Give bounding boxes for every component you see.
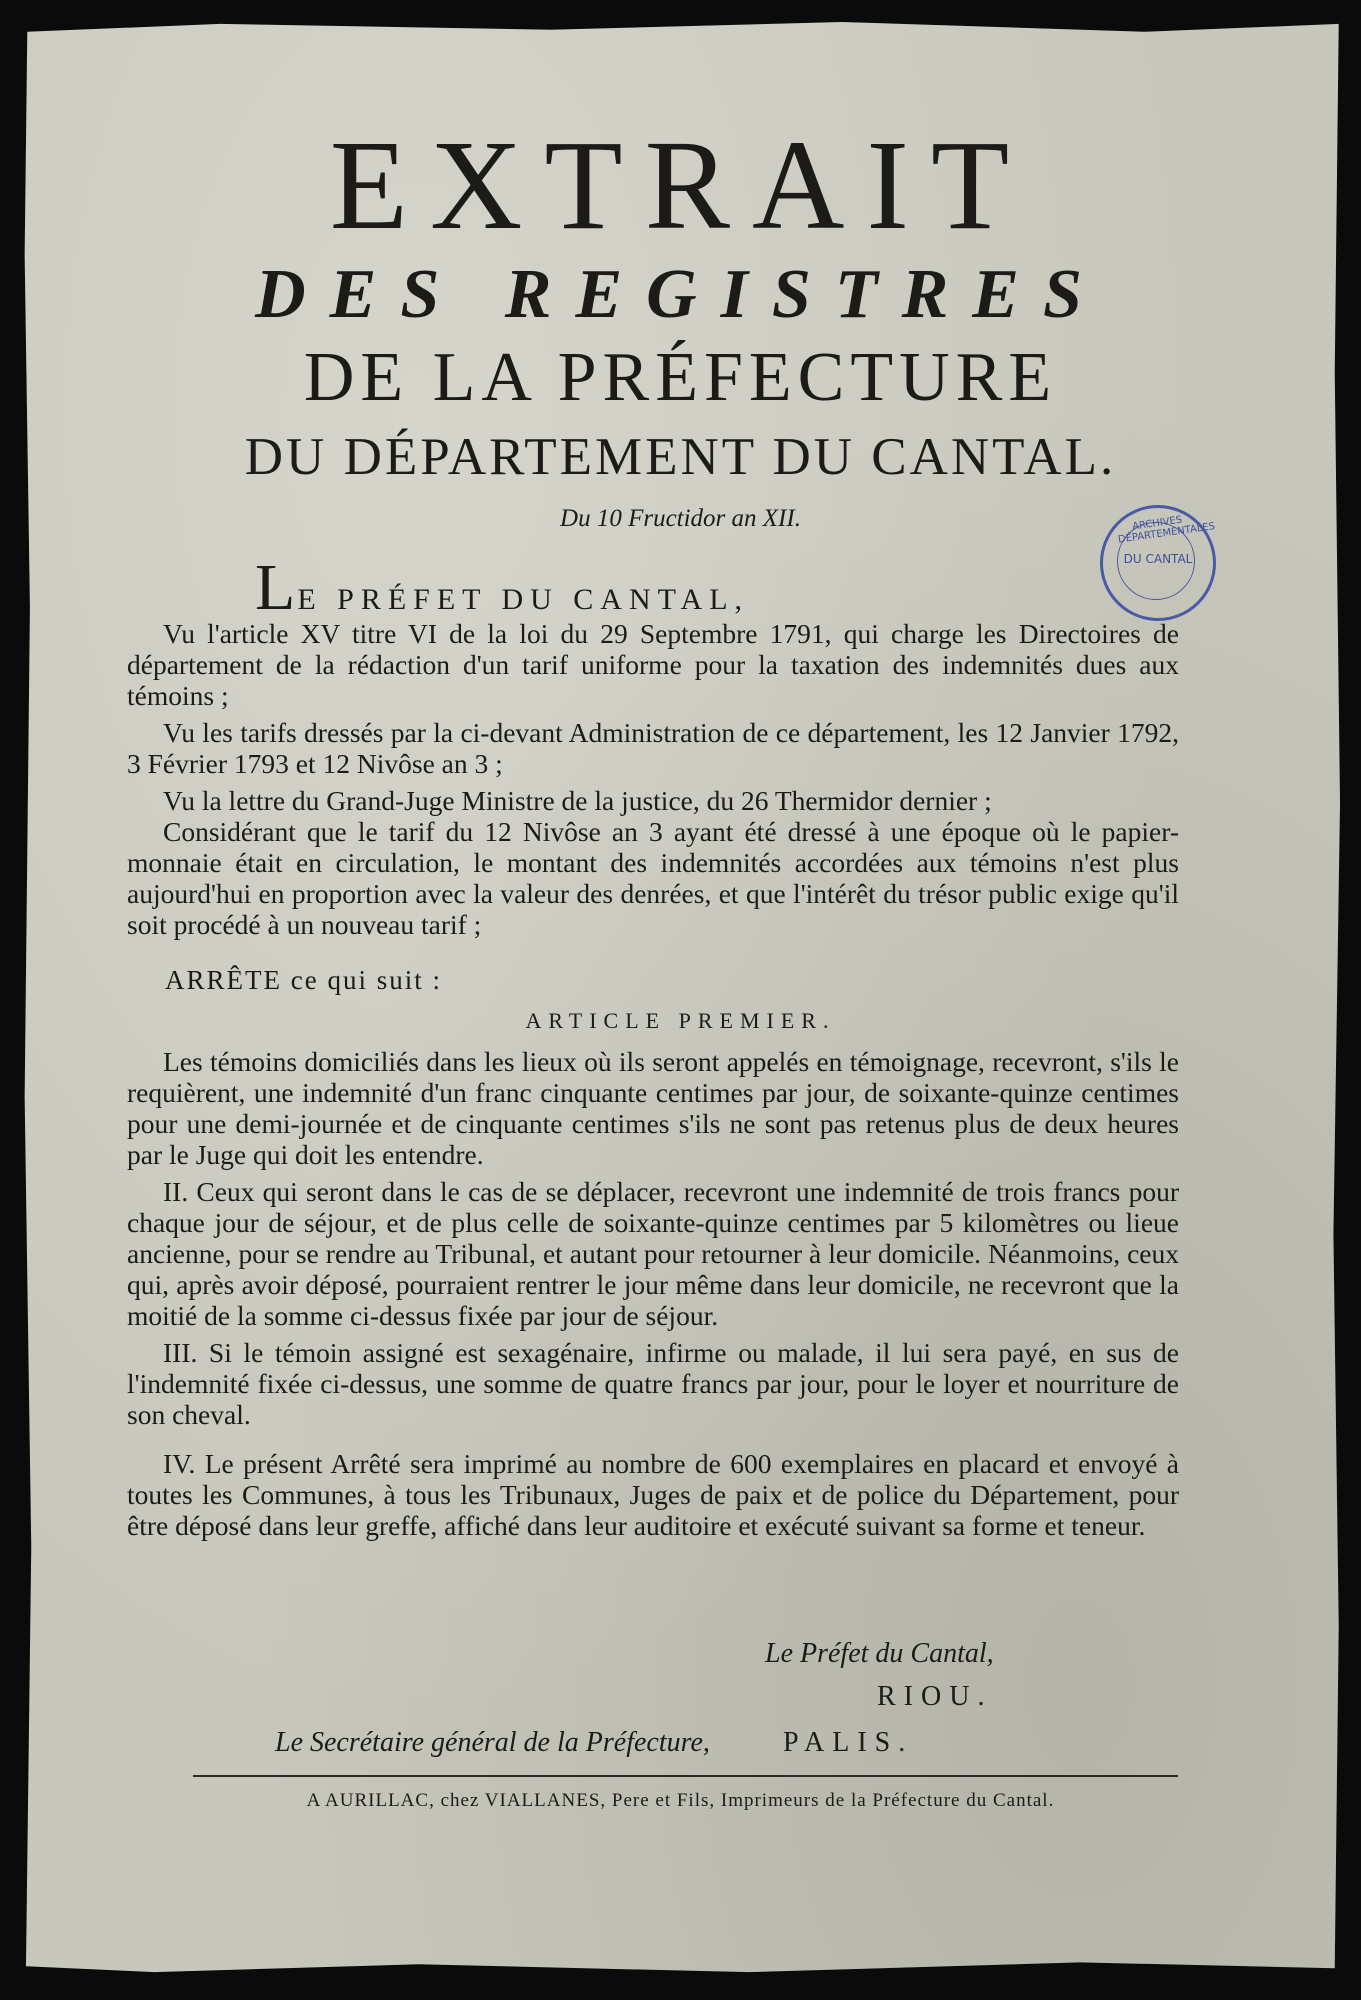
preamble-paragraph: Vu l'article XV titre VI de la loi du 29 Septembre 1791, qui charge les Directoires de département de la rédaction d'un tarif uniforme pour la taxation des indemnités dues aux témoins ; [127,618,1179,711]
preamble-paragraph: Vu les tarifs dressés par la ci-devant Administration de ce département, les 12 Janvier 1792, 3 Février 1793 et 12 Nivôse an 3 ; [127,717,1179,779]
preamble-paragraph: Considérant que le tarif du 12 Nivôse an 3 ayant été dressé à une époque où le papier-monnaie était en circulation, le montant des indemnités accordées aux témoins n'est plus aujourd'hui en proportion avec la valeur des denrées, et que l'intérêt du trésor public exige qu'il soit procédé à un nouveau tarif ; [127,816,1179,940]
drop-letter: L [255,551,298,624]
article-premier-heading: ARTICLE PREMIER. [525,1008,836,1033]
preamble-body [127,618,1179,946]
title-prefecture: DE LA PRÉFECTURE [303,339,1058,416]
article-3: III. Si le témoin assigné est sexagénaire, infirme ou malade, il lui sera payé, en sus de l'indemnité fixée ci-dessus, une somme de quatre francs par jour, pour le loyer et nourriture de son cheval. [127,1337,1179,1430]
printer-imprint: A AURILLAC, chez VIALLANES, Pere et Fils, Imprimeurs de la Préfecture du Cantal. [306,1790,1055,1811]
stamp-ring-text: ARCHIVES DÉPARTEMENTALES [1117,514,1216,546]
stamp-center-text: DU CANTAL [1123,552,1193,566]
prefet-name: RIOU. [877,1681,993,1712]
secretaire-title: Le Secrétaire général de la Préfecture, [275,1727,710,1758]
articles-body [127,1046,1179,1547]
secretaire-name: PALIS. [783,1727,914,1758]
arrete-line: ARRÊTE ce qui suit : [165,965,442,995]
title-extrait: EXTRAIT [329,114,1032,256]
preamble-paragraph: Vu la lettre du Grand-Juge Ministre de la justice, du 26 Thermidor dernier ; [163,785,992,816]
article-4: IV. Le présent Arrêté sera imprimé au nombre de 600 exemplaires en placard et envoyé à toutes les Communes, à tous les Tribunaux, Juges de paix et de police du Département, pour être déposé dans leur greffe, affiché dans leur auditoire et exécuté suivant sa forme et teneur. [127,1448,1179,1541]
preamble-heading-text: E PRÉFET DU CANTAL, [297,583,750,616]
divider-rule [193,1775,1178,1777]
article-1: Les témoins domiciliés dans les lieux où ils seront appelés en témoignage, recevront, s'ils le requièrent, une indemnité d'un franc cinquante centimes par jour, de soixante-quinze centimes pour une demi-journée et de cinquante centimes s'ils ne sont pas retenus plus de deux heures par le Juge qui doit les entendre. [127,1046,1179,1170]
article-2: II. Ceux qui seront dans le cas de se déplacer, recevront une indemnité de trois francs pour chaque jour de séjour, et de plus celle de soixante-quinze centimes par 5 kilomètres ou lieue ancienne, pour se rendre au Tribunal, et autant pour retourner à leur domicile. Néanmoins, ceux qui, après avoir déposé, pourraient rentrer le jour même dans leur domicile, ne recevront que la moitié de la somme ci-dessus fixée par jour de séjour. [127,1176,1179,1331]
document-date: Du 10 Fructidor an XII. [560,505,801,532]
title-des-registres: DES REGISTRES [255,256,1106,333]
archives-stamp [1100,505,1216,621]
prefet-title: Le Préfet du Cantal, [765,1638,994,1669]
preamble-heading [255,551,750,624]
title-departement: DU DÉPARTEMENT DU CANTAL. [244,428,1117,486]
